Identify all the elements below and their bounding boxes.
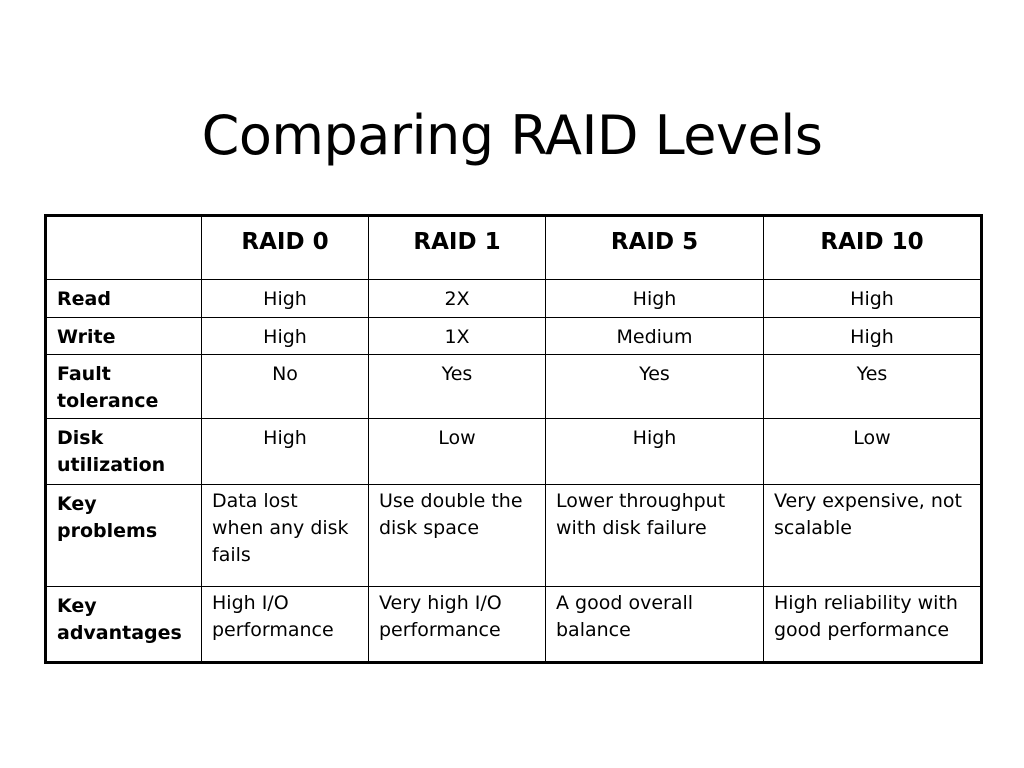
- row-label-key-advantages: Key advantages: [46, 587, 202, 663]
- table-row-disk-utilization: [46, 419, 982, 485]
- cell-key-advantages-raid-0: High I/O performance: [202, 587, 369, 663]
- cell-disk-utilization-raid-5: High: [546, 419, 764, 485]
- cell-key-advantages-raid-10: High reliability with good performance: [764, 587, 982, 663]
- table-row-key-problems: [46, 485, 982, 587]
- cell-key-advantages-raid-5: A good overall balance: [546, 587, 764, 663]
- table-row-read: [46, 280, 982, 318]
- column-header-raid-1: RAID 1: [369, 216, 546, 280]
- cell-read-raid-1: 2X: [369, 280, 546, 318]
- cell-write-raid-0: High: [202, 318, 369, 355]
- corner-cell: [46, 216, 202, 280]
- cell-key-problems-raid-5: Lower throughput with disk failure: [546, 485, 764, 587]
- cell-disk-utilization-raid-10: Low: [764, 419, 982, 485]
- row-label-fault-tolerance: Fault tolerance: [46, 355, 202, 419]
- table-row-write: [46, 318, 982, 355]
- row-label-key-problems: Key problems: [46, 485, 202, 587]
- row-label-disk-utilization: Disk utilization: [46, 419, 202, 485]
- cell-fault-tolerance-raid-0: No: [202, 355, 369, 419]
- cell-read-raid-5: High: [546, 280, 764, 318]
- column-header-raid-5: RAID 5: [546, 216, 764, 280]
- table-row-key-advantages: [46, 587, 982, 663]
- cell-write-raid-10: High: [764, 318, 982, 355]
- table-row-fault-tolerance: [46, 355, 982, 419]
- cell-write-raid-1: 1X: [369, 318, 546, 355]
- cell-key-problems-raid-1: Use double the disk space: [369, 485, 546, 587]
- cell-write-raid-5: Medium: [546, 318, 764, 355]
- cell-fault-tolerance-raid-5: Yes: [546, 355, 764, 419]
- cell-disk-utilization-raid-1: Low: [369, 419, 546, 485]
- page-title: Comparing RAID Levels: [201, 104, 823, 167]
- cell-read-raid-0: High: [202, 280, 369, 318]
- cell-fault-tolerance-raid-1: Yes: [369, 355, 546, 419]
- table-header-row: [46, 216, 982, 280]
- cell-disk-utilization-raid-0: High: [202, 419, 369, 485]
- row-label-write: Write: [46, 318, 202, 355]
- column-header-raid-10: RAID 10: [764, 216, 982, 280]
- cell-read-raid-10: High: [764, 280, 982, 318]
- cell-fault-tolerance-raid-10: Yes: [764, 355, 982, 419]
- cell-key-problems-raid-0: Data lost when any disk fails: [202, 485, 369, 587]
- cell-key-problems-raid-10: Very expensive, not scalable: [764, 485, 982, 587]
- column-header-raid-0: RAID 0: [202, 216, 369, 280]
- row-label-read: Read: [46, 280, 202, 318]
- raid-comparison-table: [44, 214, 983, 664]
- cell-key-advantages-raid-1: Very high I/O performance: [369, 587, 546, 663]
